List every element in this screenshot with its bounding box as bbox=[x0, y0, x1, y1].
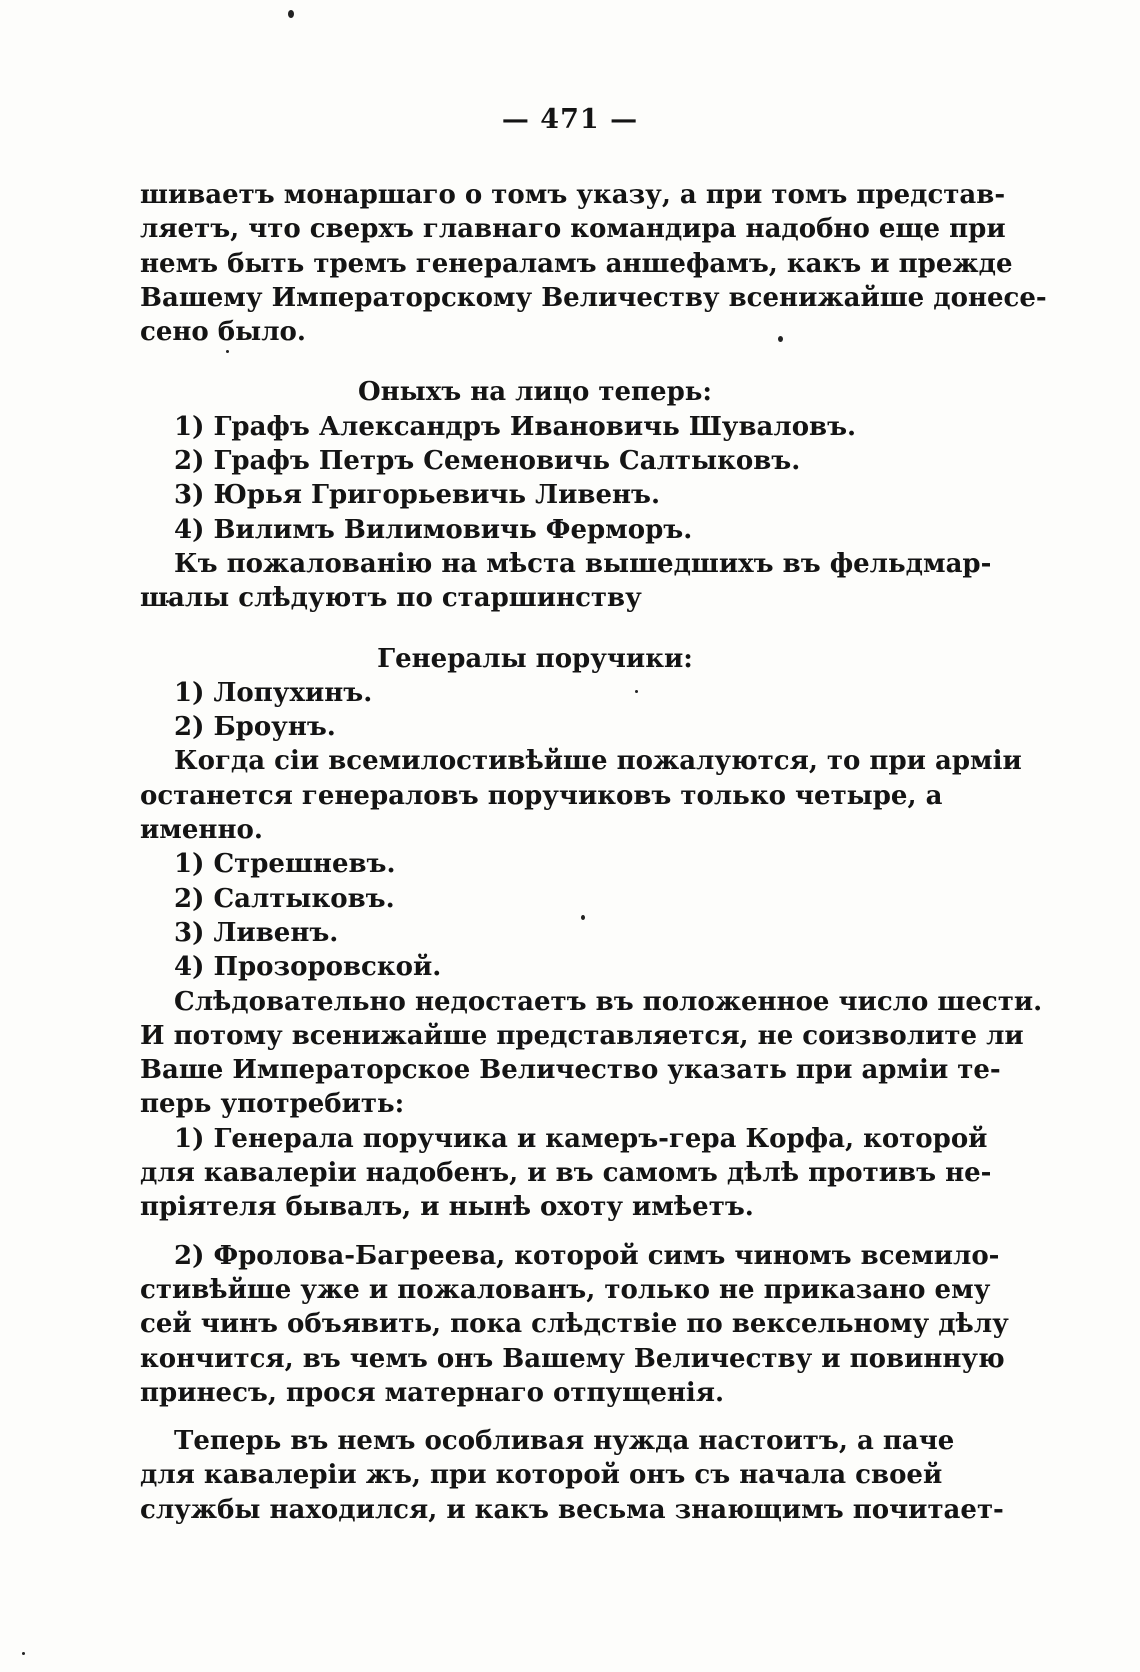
text-line: шиваетъ монаршаго о томъ указу, а при томъ представ- bbox=[140, 180, 1006, 210]
list-generals-in-chief bbox=[140, 410, 930, 547]
text-line: принесъ, прося матернаго отпущенія. bbox=[140, 1377, 725, 1408]
list-item: 4) Вилимъ Вилимовичь Ферморъ. bbox=[174, 514, 693, 545]
text-line: пріятеля бывалъ, и нынѣ охоту имѣетъ. bbox=[140, 1192, 754, 1223]
text-line: ляетъ, что сверхъ главнаго командира надобно еще при bbox=[140, 214, 1006, 245]
text-line: именно. bbox=[140, 815, 263, 846]
paragraph-5 bbox=[140, 1122, 992, 1225]
section-heading: Генералы поручики: bbox=[377, 643, 693, 674]
list-lieutenant-generals bbox=[140, 676, 930, 745]
list-item: 1) Лопухинъ. bbox=[174, 677, 373, 708]
text-line: шалы слѣдуютъ по старшинству bbox=[140, 583, 642, 614]
scan-speck bbox=[22, 1652, 25, 1655]
text-line: И потому всенижайше представляется, не соизволите ли bbox=[140, 1020, 1024, 1051]
list-item: 2) Салтыковъ. bbox=[174, 883, 395, 914]
list-item: 1) Стрешневъ. bbox=[174, 849, 396, 880]
list-item: 3) Юрья Григорьевичь Ливенъ. bbox=[174, 480, 661, 511]
body-text bbox=[140, 178, 1047, 1527]
text-line: кончится, въ чемъ онъ Вашему Величеству и повинную bbox=[140, 1343, 1005, 1374]
text-line: сено было. bbox=[140, 317, 306, 348]
text-line: 2) Фролова-Багреева, которой симъ чиномъ всемило- bbox=[174, 1240, 1000, 1271]
section-heading: Оныхъ на лицо теперь: bbox=[357, 377, 713, 408]
list-item: 1) Графъ Александръ Ивановичь Шуваловъ. bbox=[174, 411, 857, 442]
list-remaining-generals bbox=[140, 847, 930, 984]
text-line: перь употребить: bbox=[140, 1089, 405, 1120]
paragraph-1 bbox=[140, 178, 1047, 349]
text-line: для кавалеріи жъ, при которой онъ съ начала своей bbox=[140, 1460, 943, 1491]
text-line: сей чинъ объявить, пока слѣдствіе по вексельному дѣлу bbox=[140, 1309, 1009, 1340]
text-line: Слѣдовательно недостаетъ въ положенное число шести. bbox=[174, 986, 1043, 1017]
text-line: Теперь въ немъ особливая нужда настоитъ, а паче bbox=[174, 1426, 955, 1457]
text-line: останется генераловъ поручиковъ только четыре, а bbox=[140, 780, 943, 811]
page-number: — 471 — bbox=[501, 104, 639, 135]
text-line: Къ пожалованію на мѣста вышедшихъ въ фельдмар- bbox=[174, 548, 992, 579]
list-item: 3) Ливенъ. bbox=[174, 917, 339, 948]
list-item: 4) Прозоровской. bbox=[174, 952, 442, 983]
paragraph-3 bbox=[140, 744, 1022, 847]
text-line: Вашему Императорскому Величеству всенижайше донесе- bbox=[140, 282, 1047, 313]
paragraph-2 bbox=[140, 547, 992, 616]
paragraph-4 bbox=[140, 985, 1043, 1122]
paragraph-7 bbox=[140, 1424, 1004, 1527]
paragraph-6 bbox=[140, 1239, 1009, 1410]
text-line: 1) Генерала поручика и камеръ-гера Корфа, которой bbox=[174, 1123, 988, 1154]
list-item: 2) Графъ Петръ Семеновичь Салтыковъ. bbox=[174, 446, 801, 477]
list-item: 2) Броунъ. bbox=[174, 712, 336, 743]
text-line: для кавалеріи надобенъ, и въ самомъ дѣлѣ противъ не- bbox=[140, 1158, 992, 1189]
text-line: стивѣйше уже и пожалованъ, только не приказано ему bbox=[140, 1274, 991, 1305]
text-line: немъ быть тремъ генераламъ аншефамъ, какъ и прежде bbox=[140, 248, 1013, 279]
text-line: Когда сіи всемилостивѣйше пожалуются, то при арміи bbox=[174, 746, 1022, 777]
text-line: службы находился, и какъ весьма знающимъ почитает- bbox=[140, 1494, 1004, 1525]
scan-speck bbox=[288, 10, 294, 18]
text-line: Ваше Императорское Величество указать при арміи те- bbox=[140, 1055, 1001, 1086]
